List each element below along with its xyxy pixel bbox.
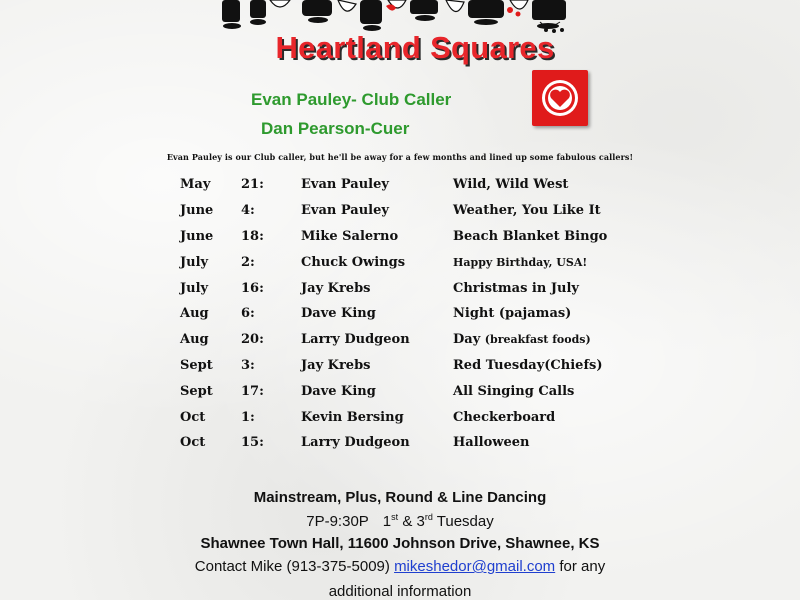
schedule-caller: Jay Krebs [301,357,371,373]
schedule-theme [453,430,640,456]
week-first-suffix: st [391,512,399,522]
schedule-caller: Chuck Owings [301,254,406,270]
schedule-theme-text: Night (pajamas) [453,306,572,322]
schedule-day: 2: [241,254,255,270]
email-link[interactable]: mikeshedor@gmail.com [394,558,556,575]
schedule-month: June [180,228,214,244]
dance-types: Mainstream, Plus, Round & Line Dancing [253,489,547,506]
schedule-caller: Larry Dudgeon [301,332,410,348]
schedule-month: Sept [180,357,213,373]
schedule-caller: Dave King [301,306,376,322]
schedule-theme [453,275,640,301]
schedule-month: July [180,280,209,296]
schedule-month: May [180,177,211,193]
schedule-theme [453,327,640,353]
schedule-caller: Larry Dudgeon [301,435,410,451]
schedule-day: 18: [241,228,264,244]
schedule-theme [453,301,640,327]
schedule-day: 17: [241,383,264,399]
week-day: Tuesday [436,513,494,530]
schedule-theme [453,198,640,224]
schedule-theme-text: Wild, Wild West [453,177,569,193]
schedule-month: July [180,254,209,270]
schedule-day: 16: [241,280,264,296]
schedule-row [180,353,640,379]
club-caller-line: Evan Pauley- Club Caller [251,90,452,109]
schedule-theme-text: Happy Birthday, USA! [453,255,588,269]
contact-prefix: Contact Mike (913-375-5009) [194,558,390,575]
schedule-month: June [180,203,214,219]
intro-text: Evan Pauley is our Club caller, but he'll be away for a few months and lined up some fabulous callers! [166,152,634,162]
schedule-theme-text: Day [453,332,481,348]
schedule-day: 15: [241,435,264,451]
schedule-caller: Evan Pauley [301,203,389,219]
schedule-row [180,198,640,224]
cuer-line: Dan Pearson-Cuer [261,119,410,138]
schedule-day: 6: [241,306,255,322]
schedule-row [180,327,640,353]
schedule-month: Sept [180,383,213,399]
week-third-suffix: rd [424,512,433,522]
schedule-theme-note: (breakfast foods) [484,333,591,347]
schedule-month: Aug [180,332,209,348]
schedule-row [180,249,640,275]
contact-suffix: for any [559,558,606,575]
contact-line [0,558,800,575]
schedule-theme [453,249,640,275]
schedule-month: Aug [180,306,209,322]
schedule-row [180,378,640,404]
schedule-caller: Dave King [301,383,376,399]
schedule-theme-text: Checkerboard [453,409,556,425]
schedule-row [180,224,640,250]
dance-time [0,512,800,530]
schedule-day: 3: [241,357,255,373]
schedule-theme [453,224,640,250]
location: Shawnee Town Hall, 11600 Johnson Drive, Shawnee, KS [200,535,600,552]
schedule-theme-text: Christmas in July [453,280,579,296]
club-title: Heartland Squares [275,30,555,65]
schedule-theme-text: Red Tuesday(Chiefs) [453,357,603,373]
schedule-day: 21: [241,177,264,193]
schedule-theme-text: Halloween [453,435,530,451]
schedule-row [180,430,640,456]
heart-icon [532,70,588,126]
schedule-caller: Mike Salerno [301,228,399,244]
schedule-month: Oct [180,435,206,451]
more-info: additional information [328,583,472,600]
time-range: 7P-9:30P [306,513,369,530]
schedule-caller: Jay Krebs [301,280,371,296]
week-third: & 3 [402,513,425,530]
schedule-row [180,404,640,430]
schedule-day: 1: [241,409,255,425]
schedule-theme [453,378,640,404]
schedule-caller: Kevin Bersing [301,409,404,425]
schedule-table [180,172,640,456]
schedule-month: Oct [180,409,206,425]
schedule-theme [453,353,640,379]
schedule-row [180,301,640,327]
schedule-day: 20: [241,332,264,348]
schedule-theme [453,172,640,198]
schedule-theme-text: Beach Blanket Bingo [453,228,608,244]
schedule-theme-text: All Singing Calls [453,383,575,399]
schedule-caller: Evan Pauley [301,177,389,193]
schedule-row [180,172,640,198]
schedule-day: 4: [241,203,255,219]
schedule-theme-text: Weather, You Like It [453,203,601,219]
schedule-row [180,275,640,301]
schedule-theme [453,404,640,430]
week-first: 1 [382,513,392,530]
